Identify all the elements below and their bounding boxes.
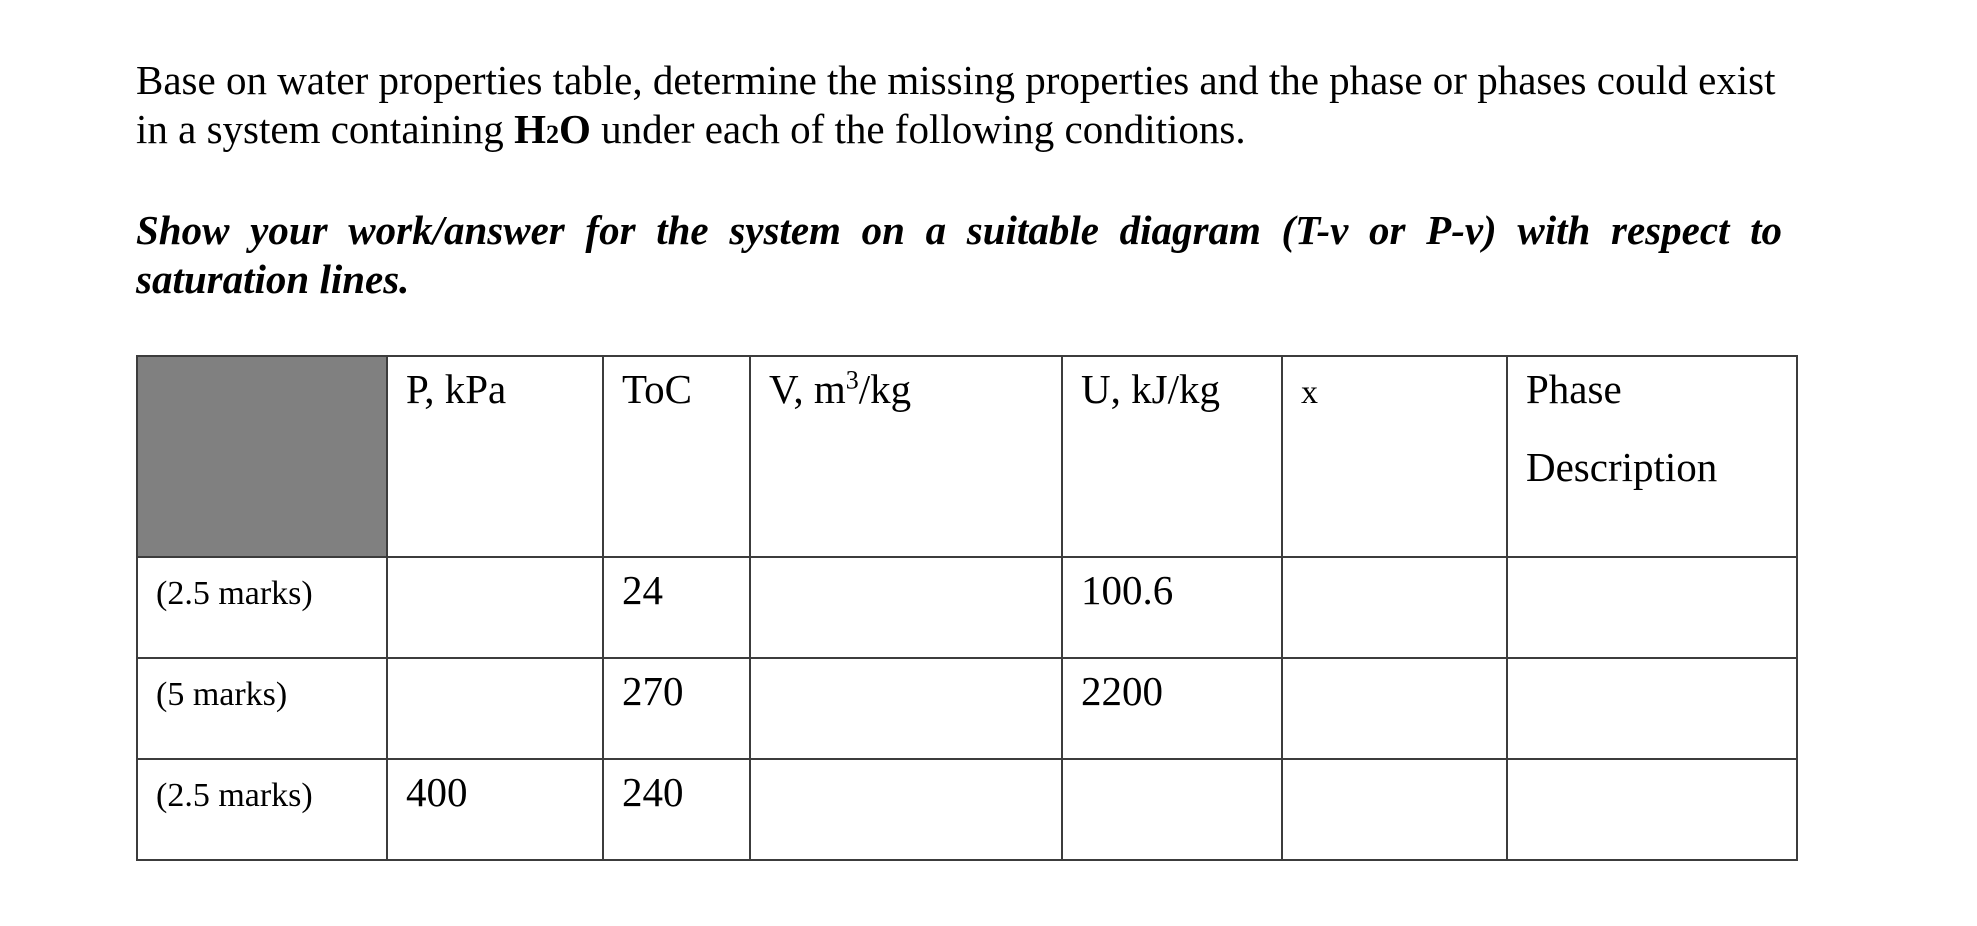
energy-cell: 2200 — [1062, 658, 1282, 759]
properties-table — [136, 355, 1798, 861]
energy-cell — [1062, 759, 1282, 860]
volume-cell — [750, 759, 1062, 860]
header-corner-cell — [137, 356, 387, 557]
marks-cell — [137, 557, 387, 658]
header-volume-prefix: V, m — [769, 366, 846, 412]
header-pressure: P, kPa — [387, 356, 603, 557]
temperature-cell: 24 — [603, 557, 750, 658]
header-temperature: ToC — [603, 356, 750, 557]
temperature-cell: 270 — [603, 658, 750, 759]
header-quality-label: x — [1301, 374, 1318, 411]
pressure-cell — [387, 658, 603, 759]
header-quality — [1282, 356, 1507, 557]
header-volume-superscript: 3 — [845, 365, 859, 395]
volume-cell — [750, 557, 1062, 658]
formula-o: O — [558, 106, 591, 152]
table-row — [137, 759, 1797, 860]
phase-cell — [1507, 658, 1797, 759]
pressure-cell — [387, 557, 603, 658]
table-header-row — [137, 356, 1797, 557]
volume-cell — [750, 658, 1062, 759]
phase-cell — [1507, 759, 1797, 860]
header-internal-energy: U, kJ/kg — [1062, 356, 1282, 557]
marks-cell — [137, 658, 387, 759]
chemical-formula-h2o — [514, 106, 591, 152]
header-phase-line2: Description — [1526, 444, 1718, 490]
header-phase — [1507, 356, 1797, 557]
quality-cell — [1282, 557, 1507, 658]
pressure-cell: 400 — [387, 759, 603, 860]
formula-h: H — [514, 106, 546, 152]
energy-cell: 100.6 — [1062, 557, 1282, 658]
header-volume-suffix: /kg — [858, 366, 912, 412]
formula-subscript: 2 — [545, 120, 559, 149]
marks-cell — [137, 759, 387, 860]
quality-cell — [1282, 658, 1507, 759]
problem-text-end: under each of the following conditions. — [590, 106, 1246, 152]
table-row — [137, 557, 1797, 658]
marks-label: (5 marks) — [156, 676, 288, 713]
problem-text-start: Base on water properties table, determine the missing properties and the phase or phases could exist in a system containing — [136, 57, 1776, 152]
header-phase-line1: Phase — [1526, 366, 1622, 412]
marks-label: (2.5 marks) — [156, 777, 313, 814]
temperature-cell: 240 — [603, 759, 750, 860]
quality-cell — [1282, 759, 1507, 860]
table-row — [137, 658, 1797, 759]
problem-statement — [136, 56, 1796, 159]
marks-label: (2.5 marks) — [156, 575, 313, 612]
instruction-text: Show your work/answer for the system on a suitable diagram (T-v or P-v) with respect to saturation lines. — [136, 207, 1782, 302]
phase-cell — [1507, 557, 1797, 658]
header-volume — [750, 356, 1062, 557]
